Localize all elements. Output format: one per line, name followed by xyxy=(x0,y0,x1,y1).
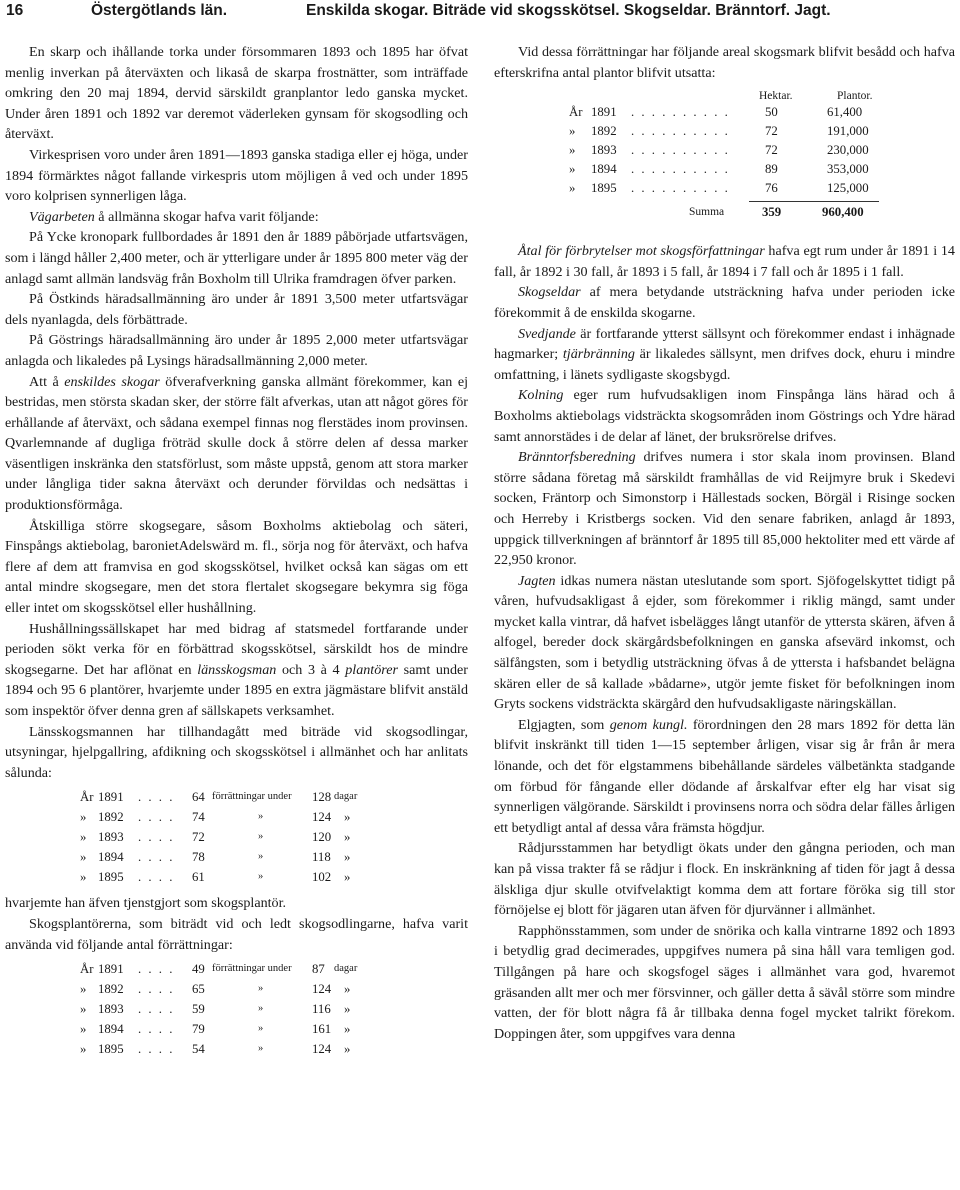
table-cell-prefix: År xyxy=(80,962,94,977)
emphasis: genom kungl. xyxy=(609,716,688,733)
table-cell-days: 78 xyxy=(192,850,205,865)
text: idkas numera nästan uteslutande som sport. Sjöfogelskyttet tidigt på våren, hufvudsakligast å ejder, som förekommer i riklig mängd, samt under mycket kalla vintrar, då hafvet isbelägges långt utanför de yttersta skären, äfven å alfogel, bereder dock skärgårdsbefolkningen en ganska afsevärd inkomst, och sälfångsten, som i betydlig utsträckning öfvas å de yttersta i hafsbandet belägna skären eller de så kallade »bådarne», utgör jemte fisket för befolkningen inom Gryts sockens vidsträckta skärgård den hufvudsakligaste näringskällan. xyxy=(494,572,955,713)
table-cell-year: 1895 xyxy=(591,181,617,196)
table-cell-days: 65 xyxy=(192,982,205,997)
table-cell-days: 74 xyxy=(192,810,205,825)
table-cell-prefix: » xyxy=(80,810,87,825)
table-row xyxy=(569,160,879,179)
table-row xyxy=(569,179,879,198)
section-title: Enskilda skogar. Biträde vid skogsskötsel. Skogseldar. Bränntorf. Jagt. xyxy=(306,2,831,19)
table-cell-year: 1893 xyxy=(98,1002,124,1017)
table-cell-ha: 50 xyxy=(765,105,778,120)
table-cell-plants: 61,400 xyxy=(827,105,863,120)
table-cell-label: » xyxy=(258,811,264,823)
table-cell-prefix: » xyxy=(80,1022,87,1037)
table-cell-prefix: » xyxy=(569,124,576,139)
sum-row xyxy=(569,203,879,223)
leader-dots: . . . . xyxy=(138,1022,175,1037)
table-cell-n: 124 xyxy=(312,810,332,825)
table-cell-prefix: » xyxy=(569,143,576,158)
paragraph: hvarjemte han äfven tjenstgjort som skogsplantör. xyxy=(5,895,287,912)
paragraph xyxy=(494,447,955,571)
table-cell-n: 87 xyxy=(312,962,325,977)
table-cell-ha: 89 xyxy=(765,162,778,177)
table-cell-label: » xyxy=(258,831,264,843)
table-cell-days: 59 xyxy=(192,1002,205,1017)
emphasis: tjärbränning xyxy=(562,346,635,363)
leader-dots: . . . . xyxy=(138,1002,175,1017)
table-cell-label: » xyxy=(258,851,264,863)
table-body xyxy=(569,103,879,198)
right-column xyxy=(494,42,955,1044)
paragraph: Virkesprisen voro under åren 1891—1893 ganska stadiga eller ej höga, under 1894 förmärktes något fallande virkespris utom möjligen å ved och under 1895 voro kolprisen synnerligen låga. xyxy=(5,146,468,205)
table-cell-unit: dagar xyxy=(334,791,358,803)
emphasis: enskildes skogar xyxy=(64,373,160,390)
paragraph: På Östkinds häradsallmänning äro under år 1891 3,500 meter utfartsvägar dels nyanlagda, dels förbättrade. xyxy=(5,291,468,328)
paragraph xyxy=(5,372,468,516)
table-row xyxy=(80,1039,400,1059)
table-cell-n: 128 xyxy=(312,790,332,805)
table-cell-prefix: » xyxy=(569,162,576,177)
paragraph xyxy=(494,324,955,386)
table-cell-plants: 353,000 xyxy=(827,162,869,177)
table-cell-n: 102 xyxy=(312,870,332,885)
text: är fortfarande ytterst sällsynt och förekommer endast i inhägnade hagmarker; xyxy=(494,325,955,363)
table-row xyxy=(80,979,400,999)
table-row xyxy=(80,807,400,827)
table-cell-year: 1892 xyxy=(591,124,617,139)
paragraph xyxy=(494,715,955,839)
table-cell-prefix: » xyxy=(80,830,87,845)
table-cell-prefix: År xyxy=(80,790,94,805)
table-cell-unit: » xyxy=(344,982,351,997)
table-cell-label: » xyxy=(258,1023,264,1035)
text: drifves numera i stor skala inom provinsen. Bland större sådana företag må särskildt framhållas de vid Reijmyre bruk i Skedevi socken, Fräntorp och Simonstorp i Hällestads socken, Börgäl i Risinge socken och Herreby i Kristbergs socken. Vid den senare fabriken, anlagd år 1893, uppgick tillverkningen af bränntorf år 1895 till 85,000 hektoliter med ett värde af 22,950 kronor. xyxy=(494,449,955,569)
text: förordningen den 28 mars 1892 för detta län blifvit inskränkt till tiden 1—15 september årligen, visar sig år från år mera lönande, och det för elgstammens bibehållande särdeles välbetänkta stadgande om förbud för fångande eller dödande af årskalfvar efter elg har visat sig synnerligen välgörande. Särskildt i provinsens norra och södra delar fälles årligen ett betydligt antal af dessa våra främsta högdjur. xyxy=(494,716,955,836)
table-cell-year: 1894 xyxy=(98,850,124,865)
paragraph: Skogsplantörerna, som biträdt vid och ledt skogsodlingarne, hafva varit använda vid följande antal förrättningar: xyxy=(5,915,468,953)
table-cell-year: 1894 xyxy=(591,162,617,177)
emphasis: Skogseldar xyxy=(518,284,581,301)
table-cell-prefix: År xyxy=(569,105,583,120)
paragraph: Åtskilliga större skogsegare, såsom Boxholms aktiebolag och säteri, Finspångs aktiebolag, baronietAdelswärd m. fl., sörja nog för återväxt, och hafva flere af dem att framvisa en god skogsskötsel, hvilket också kan sägas om ett antal mindre skogsegare, men det stora flertalet skogsegare bekymra sig föga eller intet om skogsskötsel eller hushållning. xyxy=(5,517,468,617)
leader-dots: . . . . xyxy=(138,982,175,997)
leader-dots: . . . . xyxy=(138,870,175,885)
table-cell-year: 1891 xyxy=(591,105,617,120)
leader-dots: . . . . xyxy=(138,790,175,805)
table-row xyxy=(80,787,400,807)
paragraph xyxy=(5,619,468,722)
paragraph xyxy=(494,282,955,323)
leader-dots: . . . . xyxy=(138,810,175,825)
table-cell-prefix: » xyxy=(80,1002,87,1017)
table-cell-n: 161 xyxy=(312,1022,332,1037)
leader-dots: . . . . xyxy=(138,1042,175,1057)
table-cell-n: 120 xyxy=(312,830,332,845)
emphasis: Jagten xyxy=(518,572,556,589)
leader-dots: . . . . . . . . . . xyxy=(631,162,730,177)
table-row xyxy=(569,122,879,141)
table-row xyxy=(569,103,879,122)
table-cell-label: förrättningar under xyxy=(212,963,292,975)
table-cell-n: 124 xyxy=(312,982,332,997)
table-cell-label: » xyxy=(258,1043,264,1055)
table-cell-label: förrättningar under xyxy=(212,791,292,803)
emphasis: Vägarbeten xyxy=(29,208,95,225)
leader-dots: . . . . . . . . . . xyxy=(631,181,730,196)
table-cell-label: » xyxy=(258,871,264,883)
table-cell-year: 1893 xyxy=(591,143,617,158)
table-cell-plants: 230,000 xyxy=(827,143,869,158)
text: eger rum hufvudsakligen inom Finspånga läns härad och å Boxholms aktiebolags vidsträckta skogsområden inom Göstrings och Ydre härad samt annorstädes i de delar af länet, der bruksrörelse drifves. xyxy=(494,387,955,445)
table-cell-n: 124 xyxy=(312,1042,332,1057)
column-header: Plantor. xyxy=(837,90,873,103)
sum-hectares: 359 xyxy=(762,205,782,220)
table-cell-n: 118 xyxy=(312,850,331,865)
table-cell-prefix: » xyxy=(80,850,87,865)
emphasis: Åtal för förbrytelser mot skogsförfattningar xyxy=(518,243,765,260)
table-cell-days: 54 xyxy=(192,1042,205,1057)
leader-dots: . . . . xyxy=(138,962,175,977)
table-cell-unit: » xyxy=(344,810,351,825)
text: å allmänna skogar hafva varit följande: xyxy=(94,208,319,225)
paragraph: Rapphönsstammen, som under de snörika och kalla vintrarne 1892 och 1893 i betydlig grad decimerades, uppgifves numera på sina håll vara temligen god. Tillgången på hare och skogsfogel säges i allmänhet vara god, hvaremot gräsanden allt mer och mer försvinner, och gäller detta å sävål större som mindre vatten, der för blott några få år tillbaka denna fogel mycket talrikt förekom. Doppingen åter, som uppgifves vara denna xyxy=(494,922,955,1042)
running-header xyxy=(6,2,956,24)
paragraph: En skarp och ihållande torka under försommaren 1893 och 1895 har öfvat menlig inverkan på återväxten och likaså de skarpa frostnätter, som inträffade omkring den 20 maj 1894, dervid särskildt granplantor ledo ganska mycket. Under åren 1891 och 1892 var deremot väderleken gynsam för skogsodling och återväxt. xyxy=(5,44,468,143)
table-row xyxy=(80,827,400,847)
table-cell-prefix: » xyxy=(569,181,576,196)
service-table-2 xyxy=(80,959,400,1061)
table-cell-days: 61 xyxy=(192,870,205,885)
table-cell-unit: » xyxy=(344,1042,351,1057)
text: hafva egt rum under år 1891 i 14 fall, år 1892 i 30 fall, år 1893 i 5 fall, år 1894 i 7 fall och år 1895 i 1 fall. xyxy=(494,243,955,280)
leader-dots: . . . . . . . . . . xyxy=(631,105,730,120)
service-table-1 xyxy=(80,787,400,889)
paragraph xyxy=(494,241,955,282)
planting-table xyxy=(569,87,879,237)
emphasis: plantörer xyxy=(345,661,398,678)
emphasis: Svedjande xyxy=(518,325,576,342)
table-cell-unit: » xyxy=(344,830,351,845)
paragraph xyxy=(494,571,955,715)
table-cell-prefix: » xyxy=(80,982,87,997)
sum-plants: 960,400 xyxy=(822,205,864,220)
table-cell-unit: » xyxy=(344,1002,351,1017)
leader-dots: . . . . . . . . . . xyxy=(631,124,730,139)
text: öfverafverkning ganska allmänt förekommer, kan ej bestridas, men största skadan sker, der större fält afverkas, utan att något göres för erhållande af återväxt, och sådana exempel finnas nog flerstädes inom provinsen. Qvarlemnande af dugliga fröträd skulle dock å större delen af dessa marker väsentligen inskränka den statsförlust, som måste uppstå, genom att stora marker under långliga tider sakna återväxt och derunder förvildas och nedsättas i produktionsförmåga. xyxy=(5,373,469,514)
table-cell-label: » xyxy=(258,1003,264,1015)
table-row xyxy=(80,847,400,867)
sum-rule xyxy=(749,201,879,202)
table-row xyxy=(80,1019,400,1039)
table-cell-year: 1894 xyxy=(98,1022,124,1037)
table-row xyxy=(569,141,879,160)
sum-label: Summa xyxy=(689,206,725,219)
table-cell-ha: 76 xyxy=(765,181,778,196)
table-cell-year: 1891 xyxy=(98,790,124,805)
table-cell-year: 1893 xyxy=(98,830,124,845)
table-cell-year: 1895 xyxy=(98,870,124,885)
paragraph: Länsskogsmannen har tillhandagått med biträde vid skogsodlingar, utsyningar, hjelpgallring, afdikning och skogsskötsel i allmänhet och har anlitats sålunda: xyxy=(5,723,468,781)
table-cell-year: 1895 xyxy=(98,1042,124,1057)
table-cell-unit: » xyxy=(344,870,351,885)
table-row xyxy=(80,959,400,979)
text: Elgjagten, som xyxy=(518,716,610,733)
leader-dots: . . . . . . . . . . xyxy=(631,143,730,158)
paragraph xyxy=(5,207,468,228)
table-cell-ha: 72 xyxy=(765,143,778,158)
table-cell-label: » xyxy=(258,983,264,995)
table-cell-days: 64 xyxy=(192,790,205,805)
text: af mera betydande utsträckning hafva under perioden icke förekommit å de enskilda skogarne. xyxy=(494,284,955,321)
table-cell-unit: » xyxy=(344,1022,351,1037)
emphasis: Bränntorfsberedning xyxy=(518,449,636,466)
text: är likaledes sällsynt, men drifves dock, ehuru i mindre omfattning, i länets sydligaste skogsbygd. xyxy=(494,346,956,383)
emphasis: länsskogsman xyxy=(197,661,277,678)
table-cell-year: 1892 xyxy=(98,982,124,997)
county-title: Östergötlands län. xyxy=(91,2,228,19)
text: och 3 à 4 xyxy=(276,661,346,678)
text: Hushållningssällskapet har med bidrag af statsmedel fortfarande under perioden sökt verka för en förbättrad skogsskötsel, särskildt hos de mindre skogsegarne. Det har aflönat en xyxy=(5,620,468,678)
paragraph: Rådjursstammen har betydligt ökats under den gångna perioden, och man kan på vissa trakter få se rådjur i flock. En inskränkning af tiden för jagt å dessa älskliga djur skulle otvifvelaktigt komma dem att fortare föröka sig till stor förnöjelse ej blott för jägaren utan äfven för djurvänner i allmänhet. xyxy=(494,840,955,919)
column-header: Hektar. xyxy=(759,90,793,103)
table-cell-plants: 191,000 xyxy=(827,124,869,139)
paragraph xyxy=(494,385,955,447)
table-cell-prefix: » xyxy=(80,870,87,885)
table-cell-prefix: » xyxy=(80,1042,87,1057)
table-cell-ha: 72 xyxy=(765,124,778,139)
page-number: 16 xyxy=(6,2,24,19)
table-cell-days: 72 xyxy=(192,830,205,845)
paragraph: Vid dessa förrättningar har följande areal skogsmark blifvit besådd och hafva efterskrifna antal plantor blifvit utsatta: xyxy=(494,44,955,81)
leader-dots: . . . . xyxy=(138,850,175,865)
left-column xyxy=(5,42,468,1065)
table-cell-days: 79 xyxy=(192,1022,205,1037)
table-cell-unit: » xyxy=(344,850,351,865)
table-cell-n: 116 xyxy=(312,1002,331,1017)
table-row xyxy=(80,999,400,1019)
emphasis: Kolning xyxy=(518,387,564,404)
table-cell-days: 49 xyxy=(192,962,205,977)
leader-dots: . . . . xyxy=(138,830,175,845)
table-cell-plants: 125,000 xyxy=(827,181,869,196)
paragraph: På Ycke kronopark fullbordades år 1891 den år 1889 påbörjade utfartsvägen, som i längd håller 2,400 meter, och är ytterligare under år 1895 800 meter väg der anlagd samt allmän landsväg från Boxholm till Ulrika framdragen öfver parken. xyxy=(5,229,468,287)
text: Att å xyxy=(29,373,65,390)
paragraph: På Göstrings häradsallmänning äro under år 1895 2,000 meter utfartsvägar anlagda och likaledes på Lysings häradsallmänning 2,000 meter. xyxy=(5,332,468,369)
table-row xyxy=(80,867,400,887)
text: samt under 1894 och 95 6 plantörer, hvarjemte under 1895 en extra jägmästare blifvit anstäld som inspektör öfver denna gren af sällskapets verksamhet. xyxy=(5,661,468,719)
table-cell-unit: dagar xyxy=(334,963,358,975)
table-cell-year: 1892 xyxy=(98,810,124,825)
table-header-row xyxy=(569,87,879,103)
table-cell-year: 1891 xyxy=(98,962,124,977)
